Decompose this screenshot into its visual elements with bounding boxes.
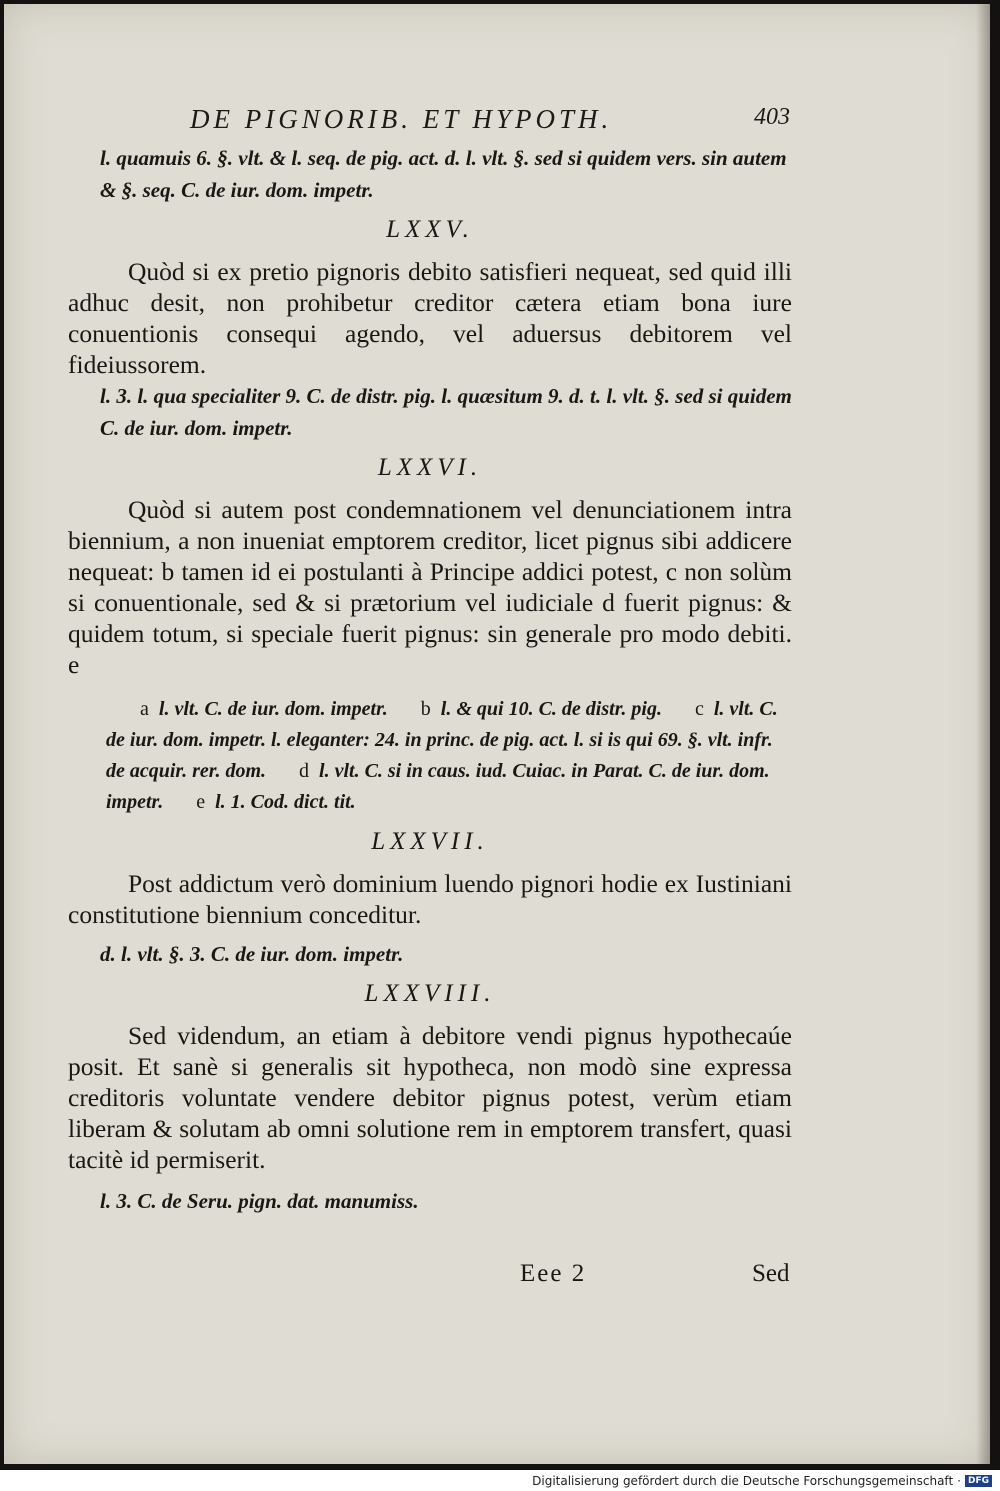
citation: l. 3. C. de Seru. pign. dat. manumiss. bbox=[100, 1189, 419, 1213]
footnote-text: l. vlt. C. de iur. dom. impetr. bbox=[158, 698, 388, 720]
paragraph: Sed videndum, an etiam à debitore vendi pignus hypothecaúe posit. Et sanè si generalis sit hypotheca, non modò sine expressa creditoris voluntate vendere debitor pignus potest, verùm etiam liberam & solutam ab omni solutione rem in emptorem transfert, quasi tacitè id permiserit. bbox=[68, 1021, 792, 1174]
signature-mark: Eee 2 bbox=[520, 1260, 587, 1287]
citation: l. 3. l. qua specialiter 9. C. de distr. pig. l. quæsitum 9. d. t. l. vlt. §. sed si quidem C. de iur. dom. impetr. bbox=[100, 384, 792, 440]
digitization-credit: Digitalisierung gefördert durch die Deutsche Forschungsgemeinschaft · DFG bbox=[532, 1474, 992, 1488]
page-header bbox=[190, 104, 790, 135]
paragraph: Post addictum verò dominium luendo pignori hodie ex Iustiniani constitutione biennium conceditur. bbox=[68, 869, 792, 929]
section-number: LXXVII. bbox=[371, 828, 489, 855]
dfg-logo-icon: DFG bbox=[965, 1475, 992, 1487]
footnotes bbox=[106, 694, 792, 818]
footnote-mark: d bbox=[299, 760, 310, 782]
paragraph: Quòd si ex pretio pignoris debito satisfieri nequeat, sed quid illi adhuc desit, non prohibetur creditor cætera etiam bona iure conuentionis consequi agendo, vel aduersus debitorem vel fideiussorem. bbox=[68, 257, 792, 379]
footnote-text: l. & qui 10. C. de distr. pig. bbox=[440, 698, 662, 720]
credit-text: Digitalisierung gefördert durch die Deutsche Forschungsgemeinschaft bbox=[532, 1474, 954, 1488]
footnote-mark: e bbox=[196, 791, 206, 813]
section-number: LXXVIII. bbox=[364, 980, 496, 1007]
section-number: LXXVI. bbox=[377, 454, 483, 481]
footnote-text: l. vlt. C. de iur. dom. impetr. l. eleganter: 24. in princ. de pig. act. l. si is qui 69. §. vlt. infr. de acquir. rer. dom. bbox=[106, 698, 778, 782]
footnote-mark: b bbox=[420, 698, 431, 720]
catchword: Sed bbox=[752, 1260, 790, 1287]
citation: d. l. vlt. §. 3. C. de iur. dom. impetr. bbox=[100, 942, 404, 966]
page-body bbox=[68, 142, 792, 1217]
section-number: LXXV. bbox=[386, 216, 474, 243]
paragraph: Quòd si autem post condemnationem vel denunciationem intra biennium, a non inueniat emptorem creditor, licet pignus sibi addicere nequeat: b tamen id ei postulanti à Principe addici potest, c non solùm si conuentionale, sed & si prætorium vel iudiciale d fuerit pignus: & quidem totum, si speciale fuerit pignus: sin generale pro modo debiti. e bbox=[68, 495, 792, 679]
footnote-mark: a bbox=[140, 698, 149, 720]
running-head: DE PIGNORIB. ET HYPOTH. bbox=[190, 104, 613, 134]
footnote-text: l. vlt. C. si in caus. iud. Cuiac. in Parat. C. de iur. dom. impetr. bbox=[106, 760, 770, 813]
footnote-text: l. 1. Cod. dict. tit. bbox=[215, 791, 356, 813]
page-number: 403 bbox=[754, 104, 790, 130]
footnote-mark: c bbox=[694, 698, 704, 720]
citation: l. quamuis 6. §. vlt. & l. seq. de pig. act. d. l. vlt. §. sed si quidem vers. sin autem & §. seq. C. de iur. dom. impetr. bbox=[100, 146, 787, 202]
